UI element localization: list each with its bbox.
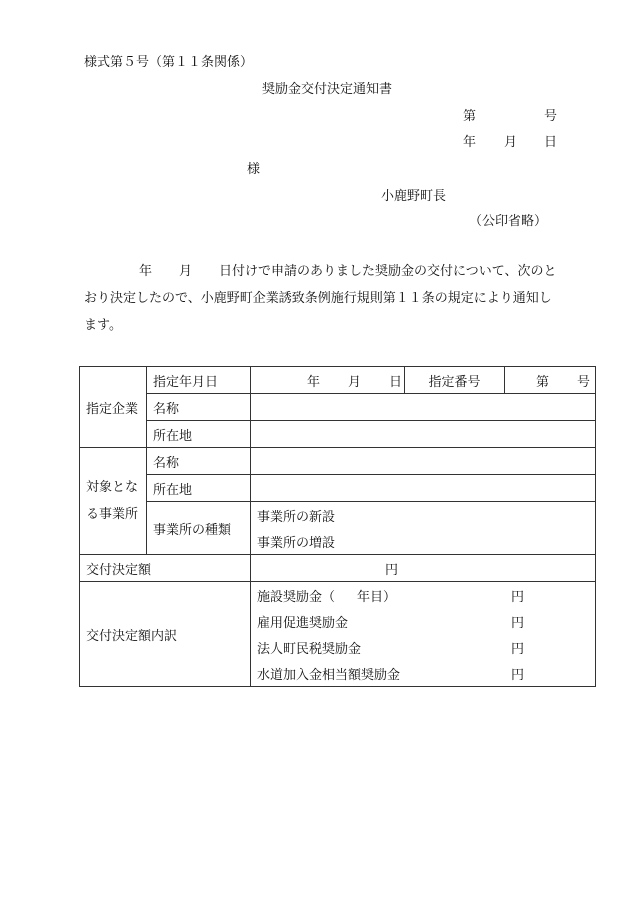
designation-date-label: 指定年月日 xyxy=(147,367,251,394)
body-line-1 xyxy=(84,258,580,285)
employment-grant-label: 雇用促進奨励金 xyxy=(257,615,349,631)
table-row xyxy=(80,367,596,394)
body-paragraph xyxy=(84,258,580,339)
target-office-label-line1: 対象とな xyxy=(86,480,139,495)
table-row xyxy=(80,394,596,421)
company-name-label: 名称 xyxy=(147,394,251,421)
grant-breakdown-label: 交付決定額内訳 xyxy=(80,582,251,687)
number-dai: 第 xyxy=(463,109,477,124)
body-line-2: おり決定したので、小鹿野町企業誘致条例施行規則第１１条の規定により通知し xyxy=(84,291,552,306)
designation-date-tsuki: 月 xyxy=(348,374,362,390)
company-address-label: 所在地 xyxy=(147,421,251,448)
sender-name: 小鹿野町長 xyxy=(381,189,447,204)
table-row xyxy=(80,582,596,609)
designated-company-label: 指定企業 xyxy=(80,367,147,448)
office-name-value xyxy=(251,448,596,475)
date-tsuki: 月 xyxy=(504,135,518,150)
water-grant-yen: 円 xyxy=(511,667,525,683)
body-tsuki: 月 xyxy=(179,264,193,279)
corporate-tax-grant-yen: 円 xyxy=(511,641,525,657)
grant-amount-label: 交付決定額 xyxy=(80,555,251,582)
office-address-label: 所在地 xyxy=(147,475,251,502)
grant-decision-table xyxy=(79,366,596,687)
company-name-value xyxy=(251,394,596,421)
designation-number-go: 号 xyxy=(577,374,591,390)
form-number: 様式第５号（第１１条関係） xyxy=(84,55,254,70)
seal-note: （公印省略） xyxy=(469,214,548,229)
target-office-label xyxy=(80,448,147,555)
document-title: 奨励金交付決定通知書 xyxy=(262,82,393,97)
facility-grant-yen: 円 xyxy=(511,589,525,605)
employment-grant-yen: 円 xyxy=(511,615,525,631)
grant-amount-value xyxy=(251,555,596,582)
designation-date-nen: 年 xyxy=(307,374,321,390)
designation-number-value xyxy=(505,367,596,394)
office-type-label: 事業所の種類 xyxy=(147,502,251,555)
designation-date-hi: 日 xyxy=(389,374,403,390)
date-hi: 日 xyxy=(544,135,558,150)
grant-amount-yen: 円 xyxy=(385,562,399,578)
water-grant-row xyxy=(251,660,596,687)
body-nen: 年 xyxy=(139,264,153,279)
body-line-3: ます。 xyxy=(84,318,122,333)
table-row xyxy=(80,448,596,475)
office-name-label: 名称 xyxy=(147,448,251,475)
office-new-option: 事業所の新設 xyxy=(251,502,596,529)
body-line-1-text: 日付けで申請のありました奨励金の交付について、次のと xyxy=(219,264,557,279)
table-row xyxy=(80,502,596,529)
office-address-value xyxy=(251,475,596,502)
designation-date-value xyxy=(251,367,405,394)
designation-number-label: 指定番号 xyxy=(405,367,505,394)
designation-number-dai: 第 xyxy=(536,374,550,390)
date-nen: 年 xyxy=(463,135,477,150)
facility-grant-label: 施設奨励金（ xyxy=(257,589,336,605)
water-grant-label: 水道加入金相当額奨励金 xyxy=(257,667,401,683)
company-address-value xyxy=(251,421,596,448)
corporate-tax-grant-label: 法人町民税奨励金 xyxy=(257,641,362,657)
table-row xyxy=(80,421,596,448)
facility-grant-row xyxy=(251,582,596,609)
facility-grant-year: 年目） xyxy=(357,589,397,605)
table-row xyxy=(80,555,596,582)
recipient-suffix: 様 xyxy=(247,162,261,177)
target-office-label-line2: る事業所 xyxy=(86,507,139,522)
number-go: 号 xyxy=(544,109,558,124)
table-row xyxy=(80,475,596,502)
corporate-tax-grant-row xyxy=(251,634,596,660)
office-expansion-option: 事業所の増設 xyxy=(251,528,596,555)
employment-grant-row xyxy=(251,608,596,634)
